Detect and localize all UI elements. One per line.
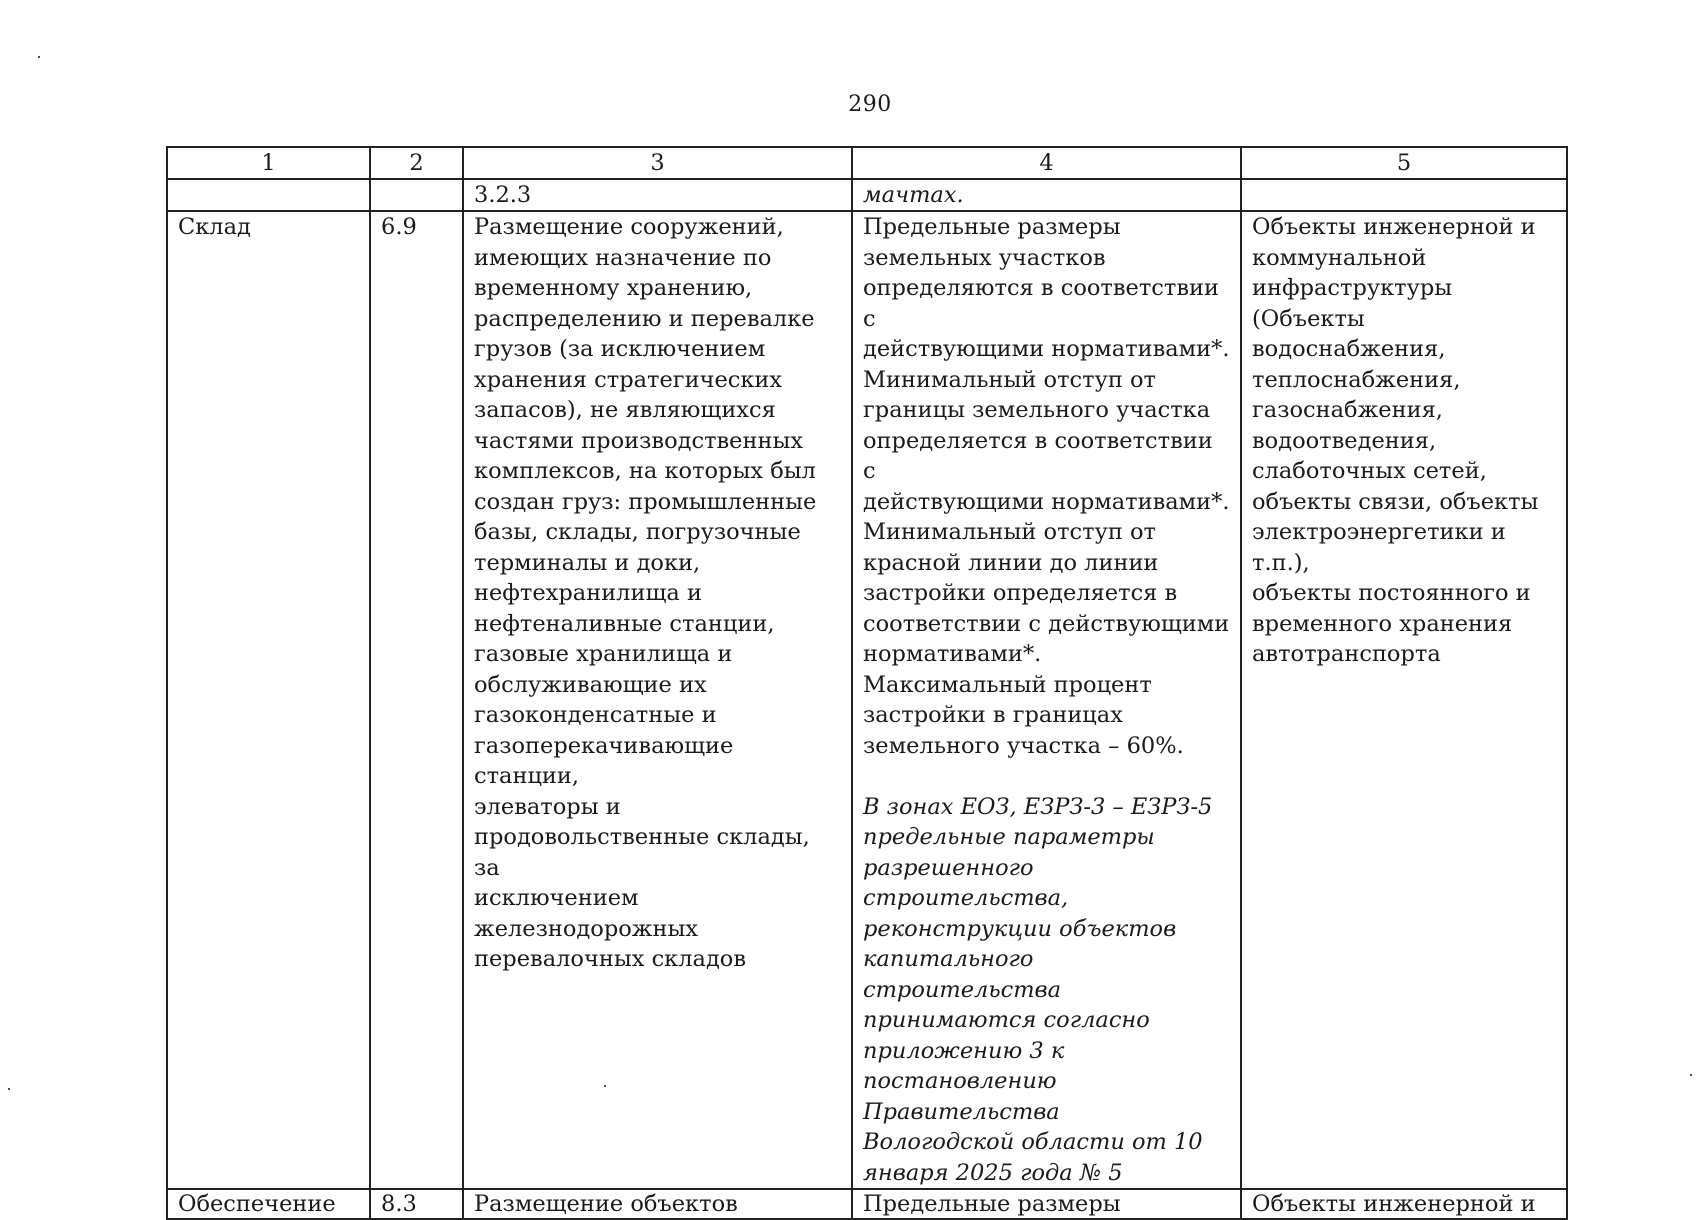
parameters-line: соответствии с действующими <box>863 610 1230 637</box>
description-line: имеющих назначение по <box>474 244 772 271</box>
parameters-line: Предельные размеры <box>863 214 1121 240</box>
description-line: хранения стратегических <box>474 366 783 393</box>
description-line: газоконденсатные и <box>474 702 717 728</box>
continuation-cell-3: 3.2.3 <box>463 179 852 211</box>
land-use-description-cell <box>463 211 852 1189</box>
header-cell-4: 4 <box>852 147 1241 179</box>
scan-speck <box>8 1088 10 1090</box>
description-line: обслуживающие их <box>474 671 707 698</box>
paragraph-gap <box>863 761 1230 792</box>
auxiliary-line: теплоснабжения, <box>1252 366 1461 393</box>
parameters-cell <box>852 211 1241 1189</box>
description-line: базы, склады, погрузочные <box>474 519 801 545</box>
description-line: грузов (за исключением <box>474 336 766 362</box>
land-use-name-cell: Склад <box>167 211 370 1189</box>
parameters-italic-line: приложению 3 к <box>863 1037 1065 1064</box>
description-line: нефтеналивные станции, <box>474 610 775 637</box>
parameters-line: Минимальный отступ от <box>863 366 1156 393</box>
auxiliary-line: электроэнергетики и т.п.), <box>1252 519 1506 576</box>
parameters-italic-line: Вологодской области от 10 <box>863 1129 1203 1155</box>
description-line: запасов), не являющихся <box>474 397 776 423</box>
continuation-cell-5 <box>1241 179 1567 211</box>
continuation-cell-1 <box>167 179 370 211</box>
parameters-italic-line: реконструкции объектов <box>863 915 1177 942</box>
table-row-warehouse <box>167 211 1567 1189</box>
description-line: элеваторы и <box>474 793 621 820</box>
parameters-italic-line: постановлению Правительства <box>863 1068 1060 1125</box>
parameters-line: земельного участка – 60%. <box>863 732 1184 759</box>
auxiliary-line: автотранспорта <box>1252 641 1441 667</box>
description-line: распределению и перевалке <box>474 305 815 332</box>
header-cell-1: 1 <box>167 147 370 179</box>
land-use-code-cell: 6.9 <box>370 211 463 1189</box>
land-use-description-cell: Размещение объектов <box>463 1189 852 1219</box>
parameters-italic-line: принимаются согласно <box>863 1007 1150 1033</box>
description-line: Размещение сооружений, <box>474 214 784 240</box>
description-line: перевалочных складов <box>474 946 747 972</box>
auxiliary-line: Объекты инженерной и <box>1252 214 1536 240</box>
description-line: создан груз: промышленные <box>474 488 817 515</box>
parameters-cell: Предельные размеры <box>852 1189 1241 1219</box>
auxiliary-line: инфраструктуры (Объекты <box>1252 275 1453 332</box>
scan-speck <box>1690 1074 1692 1076</box>
parameters-line: застройки определяется в <box>863 580 1178 606</box>
description-line: исключением <box>474 885 639 911</box>
description-line: нефтехранилища и <box>474 580 702 606</box>
description-line: газоперекачивающие станции, <box>474 732 734 789</box>
parameters-line: действующими нормативами*. <box>863 336 1230 362</box>
auxiliary-line: коммунальной <box>1252 244 1427 271</box>
auxiliary-line: слаботочных сетей, <box>1252 458 1487 484</box>
description-line: терминалы и доки, <box>474 549 701 576</box>
description-line: комплексов, на которых был <box>474 458 816 484</box>
scan-speck <box>604 1085 606 1087</box>
parameters-line: границы земельного участка <box>863 397 1211 423</box>
description-line: временному хранению, <box>474 275 753 301</box>
header-cell-3: 3 <box>463 147 852 179</box>
header-cell-2: 2 <box>370 147 463 179</box>
parameters-line: действующими нормативами*. <box>863 488 1230 515</box>
parameters-italic-line: капитального строительства <box>863 946 1062 1003</box>
description-line: частями производственных <box>474 427 804 454</box>
scan-speck <box>38 56 40 58</box>
land-use-code-cell: 8.3 <box>370 1189 463 1219</box>
auxiliary-line: водоснабжения, <box>1252 336 1446 362</box>
parameters-line: Максимальный процент <box>863 671 1152 698</box>
auxiliary-uses-cell <box>1241 211 1567 1189</box>
header-cell-5: 5 <box>1241 147 1567 179</box>
parameters-line: земельных участков <box>863 244 1106 271</box>
parameters-line: определяется в соответствии с <box>863 427 1213 484</box>
auxiliary-line: объекты связи, объекты <box>1252 488 1539 515</box>
auxiliary-uses-cell: Объекты инженерной и <box>1241 1189 1567 1219</box>
page-number: 290 <box>848 92 892 117</box>
auxiliary-line: водоотведения, <box>1252 427 1437 454</box>
description-line: газовые хранилища и <box>474 641 733 667</box>
auxiliary-line: газоснабжения, <box>1252 397 1443 423</box>
parameters-line: красной линии до линии <box>863 549 1159 576</box>
table-header-row <box>167 147 1567 179</box>
parameters-line: определяются в соответствии с <box>863 275 1220 332</box>
parameters-italic-line: предельные параметры <box>863 824 1155 850</box>
table-row-provision <box>167 1189 1567 1219</box>
parameters-italic-line: января 2025 года № 5 <box>863 1159 1123 1186</box>
regulations-table <box>166 146 1568 1220</box>
parameters-line: нормативами*. <box>863 641 1042 667</box>
continuation-row <box>167 179 1567 211</box>
auxiliary-line: объекты постоянного и <box>1252 580 1531 606</box>
description-line: продовольственные склады, за <box>474 824 810 881</box>
continuation-cell-4: мачтах. <box>852 179 1241 211</box>
description-line: железнодорожных <box>474 915 699 942</box>
auxiliary-line: временного хранения <box>1252 610 1513 637</box>
parameters-italic-line: разрешенного строительства, <box>863 854 1069 911</box>
continuation-cell-2 <box>370 179 463 211</box>
parameters-line: застройки в границах <box>863 702 1123 728</box>
parameters-italic-line: В зонах ЕОЗ, ЕЗРЗ-3 – ЕЗРЗ-5 <box>863 793 1213 820</box>
land-use-name-cell: Обеспечение <box>167 1189 370 1219</box>
parameters-line: Минимальный отступ от <box>863 519 1156 545</box>
